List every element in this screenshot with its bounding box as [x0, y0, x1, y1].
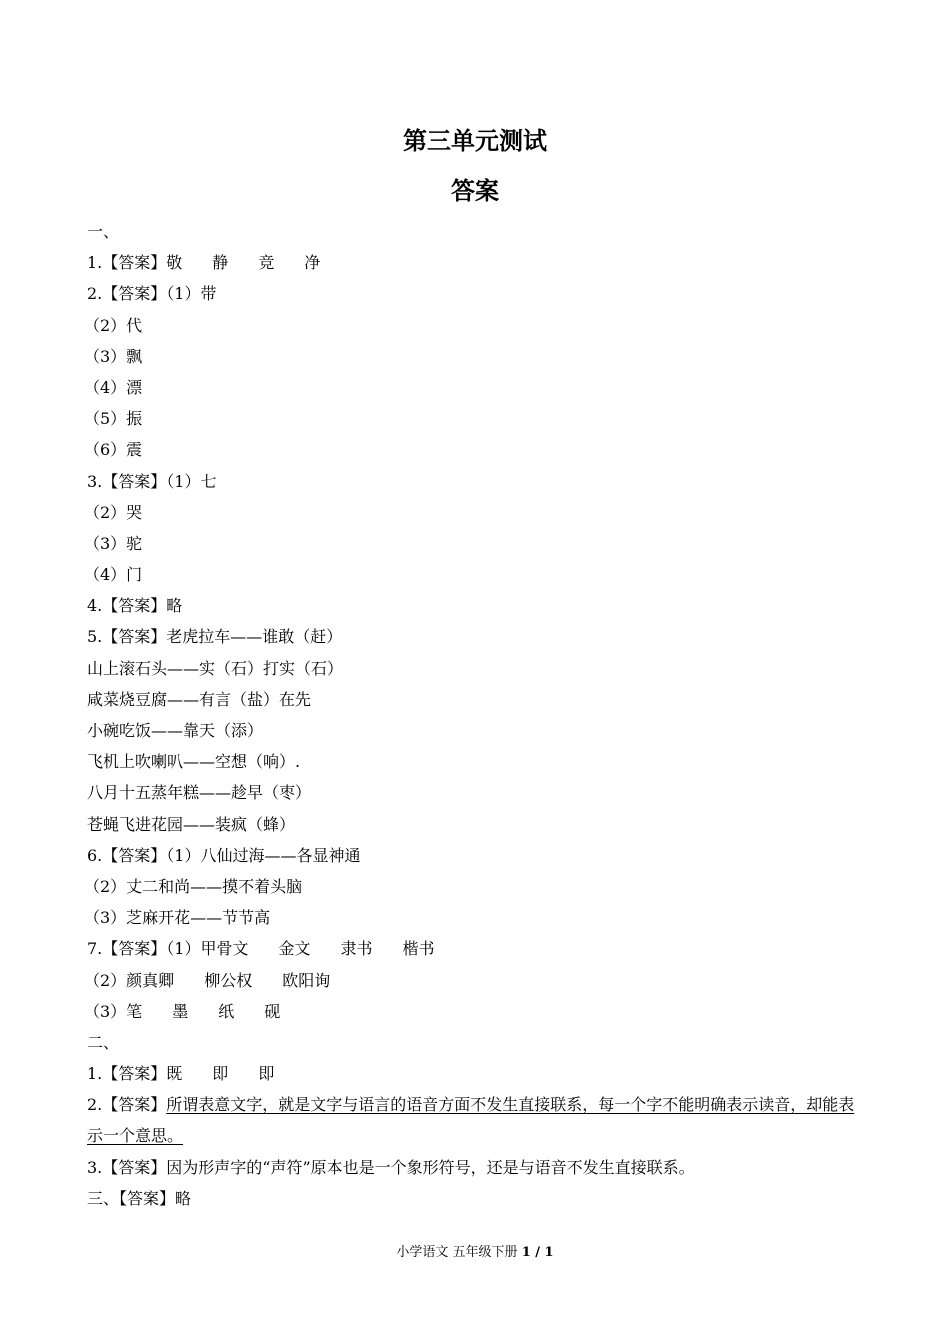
- q2-line: （4）漂: [84, 377, 143, 397]
- q2-item: （1）带: [166, 284, 217, 304]
- q7-item: （1）甲骨文: [166, 939, 249, 959]
- p1-item: 即: [212, 1064, 229, 1084]
- answer-body: [84, 216, 867, 1214]
- q5-line: 咸菜烧豆腐——有言（盐）在先: [87, 689, 312, 709]
- q5-line: 飞机上吹喇叭——空想（响）.: [87, 752, 301, 772]
- p2-prefix: 2.【答案】: [87, 1095, 167, 1115]
- q4-text: 略: [166, 596, 183, 616]
- p3-line: [87, 1152, 867, 1183]
- q7-item: 墨: [172, 1001, 189, 1021]
- q7-item: （3）笔: [84, 1001, 143, 1021]
- footer-text: 小学语文 五年级下册: [396, 1245, 518, 1260]
- q6-line: （2）丈二和尚——摸不着头脑: [84, 876, 303, 896]
- q5-item: 老虎拉车——谁敢（赶）: [166, 627, 343, 647]
- q7-item: 楷书: [402, 939, 435, 959]
- p2-paragraph: [87, 1089, 867, 1151]
- p1-item: 即: [258, 1064, 275, 1084]
- q7-line: [87, 933, 867, 964]
- q1-line: [87, 247, 867, 278]
- q1-item: 静: [212, 253, 229, 273]
- q2-line: （5）振: [84, 409, 143, 429]
- q6-line: [87, 840, 867, 871]
- q7-line: [84, 996, 867, 1027]
- q5-line: 苍蝇飞进花园——装疯（蜂）: [87, 814, 296, 834]
- q5-line: 小碗吃饭——靠天（添）: [87, 721, 264, 740]
- p3-text: 因为形声字的“声符”原本也是一个象形符号，还是与语音不发生直接联系。: [166, 1157, 695, 1177]
- q3-item: （1）七: [166, 471, 217, 491]
- section-3-line: [87, 1183, 867, 1214]
- page-footer: [0, 1244, 950, 1262]
- q1-item: 敬: [166, 253, 183, 273]
- q2-line: （3）飘: [84, 346, 143, 366]
- section-1-header: 一、: [87, 222, 120, 241]
- q3-line: [87, 466, 867, 497]
- q5-prefix: 5.【答案】: [87, 627, 167, 647]
- p1-item: 既: [166, 1064, 183, 1084]
- q2-line: （6）震: [84, 440, 143, 460]
- q7-item: 砚: [264, 1001, 281, 1021]
- s3-prefix: 三、【答案】: [87, 1188, 176, 1208]
- q7-item: 金文: [278, 939, 311, 959]
- q2-line: （2）代: [84, 315, 143, 335]
- q4-line: [87, 590, 867, 621]
- q6-item: （1）八仙过海——各显神通: [166, 845, 361, 865]
- q1-item: 净: [304, 253, 321, 273]
- q7-item: （2）颜真卿: [84, 970, 175, 990]
- q3-line: （3）驼: [84, 533, 143, 553]
- q7-prefix: 7.【答案】: [87, 939, 167, 959]
- q7-item: 纸: [218, 1001, 235, 1021]
- q2-prefix: 2.【答案】: [87, 284, 167, 304]
- page-subtitle: 答案: [451, 177, 499, 205]
- q2-line: [87, 278, 867, 309]
- q4-prefix: 4.【答案】: [87, 596, 167, 616]
- q5-line: 山上滚石头——实（石）打实（石）: [87, 658, 344, 678]
- q6-prefix: 6.【答案】: [87, 845, 167, 865]
- q5-line: 八月十五蒸年糕——趁早（枣）: [87, 783, 312, 803]
- q3-line: （4）门: [84, 565, 143, 585]
- q3-line: （2）哭: [84, 502, 143, 522]
- section-2-header: 二、: [87, 1032, 120, 1052]
- p2-answer-text: 所谓表意文字，就是文字与语言的语音方面不发生直接联系，每一个字不能明确表示读音，却能表示一个意思。: [87, 1095, 855, 1146]
- q3-prefix: 3.【答案】: [87, 471, 167, 491]
- q7-item: 隶书: [340, 939, 373, 959]
- q7-item: 欧阳询: [282, 970, 331, 990]
- q7-item: 柳公权: [204, 970, 253, 990]
- q1-item: 竞: [258, 253, 275, 273]
- p3-prefix: 3.【答案】: [87, 1157, 167, 1177]
- p1-line: [87, 1058, 867, 1089]
- page-title: 第三单元测试: [403, 127, 547, 155]
- s3-text: 略: [175, 1188, 192, 1208]
- page-number: 1 / 1: [521, 1245, 554, 1260]
- q5-line: [87, 621, 867, 652]
- q7-line: [84, 965, 867, 996]
- p1-prefix: 1.【答案】: [87, 1064, 167, 1084]
- q1-prefix: 1.【答案】: [87, 253, 167, 273]
- q6-line: （3）芝麻开花——节节高: [84, 908, 271, 928]
